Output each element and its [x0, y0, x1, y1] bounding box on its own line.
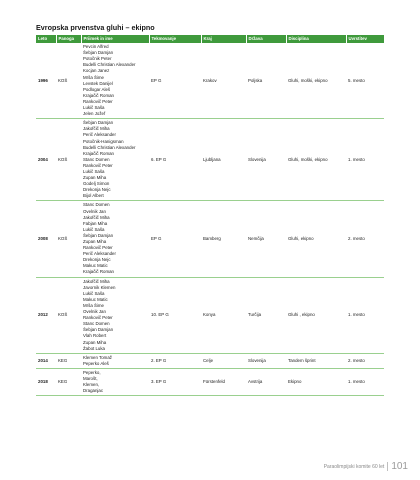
- athlete-name: Pevcin Alfred: [83, 44, 109, 50]
- athlete-name: Krajačič Roman: [83, 92, 114, 98]
- athlete-name: Bijol Albert: [83, 193, 104, 199]
- year-cell: 2004: [36, 119, 56, 201]
- event-cell: 10. EP G: [149, 277, 201, 353]
- athlete-name: Drekonja Nejc: [83, 187, 111, 193]
- column-header-country: Država: [246, 35, 286, 43]
- table-row: [36, 368, 384, 395]
- sport-cell: KOŠ: [56, 277, 81, 353]
- athlete-name: Perič Aleksander: [83, 132, 116, 138]
- athlete-name: Potočnik Peter: [83, 56, 112, 62]
- athlete-name: Drekonja Nejc: [83, 257, 111, 263]
- place-cell: Celje: [201, 353, 246, 368]
- athlete-name: Makuc Matic: [83, 263, 108, 269]
- discipline-cell: Gluhi, ekipno: [286, 201, 346, 277]
- athlete-name: Rankovič Peter: [83, 98, 113, 104]
- table-row: [36, 277, 384, 353]
- athlete-name: Draganjac: [83, 388, 104, 394]
- names-cell: [81, 43, 149, 119]
- athlete-name: Klemen,: [83, 382, 100, 388]
- athlete-name: Vlah Robert: [83, 333, 107, 339]
- footer-text: Paraolimpijski komite 60 let: [323, 463, 385, 470]
- page-title: Evropska prvenstva gluhi – ekipno: [36, 23, 155, 32]
- athlete-name: Mrša Šime: [83, 74, 104, 80]
- athlete-name: Zupan Miha: [83, 339, 107, 345]
- column-header-name: Priimek in ime: [81, 35, 149, 43]
- year-cell: 2014: [36, 353, 56, 368]
- event-cell: EP G: [149, 201, 201, 277]
- athlete-name: Šebjan Damjan: [83, 232, 114, 238]
- athlete-name: Kocjan Janez: [83, 68, 110, 74]
- year-cell: 2008: [36, 201, 56, 277]
- athlete-name: Ovelnik Jan: [83, 208, 106, 214]
- athlete-name: Budelli Christian Alexander: [83, 62, 136, 68]
- country-cell: Turčija: [246, 277, 286, 353]
- athlete-name: Perič Aleksander: [83, 251, 116, 257]
- event-cell: 3. EP G: [149, 368, 201, 395]
- athlete-name: Levstek Danijel: [83, 80, 113, 86]
- event-cell: EP G: [149, 43, 201, 119]
- column-header-event: Tekmovanje: [149, 35, 201, 43]
- athlete-name: Ovelnik Jan: [83, 309, 106, 315]
- names-cell: [81, 277, 149, 353]
- footer-divider: [387, 462, 388, 471]
- column-header-rank: Uvrstitev: [346, 35, 384, 43]
- rank-cell: 1. mesto: [346, 277, 384, 353]
- rank-cell: 5. mesto: [346, 43, 384, 119]
- discipline-cell: Gluhi, moški, ekipno: [286, 119, 346, 201]
- athlete-name: Lukič Saša: [83, 290, 105, 296]
- names-cell: [81, 353, 149, 368]
- names-cell: [81, 201, 149, 277]
- athlete-name: Stanc Domen: [83, 321, 110, 327]
- page-number: 101: [391, 461, 408, 472]
- athlete-name: Jakofčič Miha: [83, 214, 110, 220]
- athlete-name: Potočnik-Hanigsman: [83, 138, 124, 144]
- column-header-sport: Panoga: [56, 35, 81, 43]
- athlete-name: Fabjan Miha: [83, 220, 108, 226]
- athlete-name: Godelj Simon: [83, 181, 110, 187]
- event-cell: 6. EP G: [149, 119, 201, 201]
- page-footer: [324, 461, 408, 472]
- athlete-name: Šebjan Damjan: [83, 50, 114, 56]
- table-row: [36, 119, 384, 201]
- athlete-name: Lukič Saša: [83, 105, 105, 111]
- rank-cell: 2. mesto: [346, 353, 384, 368]
- athlete-name: Krajačič Roman: [83, 269, 114, 275]
- column-header-year: Leto: [36, 35, 56, 43]
- rank-cell: 1. mesto: [346, 368, 384, 395]
- athlete-name: Jelen Jožef: [83, 111, 106, 117]
- athlete-name: Zupan Miha: [83, 239, 107, 244]
- discipline-cell: Ekipno: [286, 368, 346, 395]
- discipline-cell: Gluhi, moški, ekipno: [286, 43, 346, 119]
- year-cell: 2018: [36, 368, 56, 395]
- rank-cell: 2. mesto: [346, 201, 384, 277]
- column-header-place: Kraj: [201, 35, 246, 43]
- athlete-name: Lukič Saša: [83, 226, 105, 232]
- athlete-name: Zupan Miha: [83, 175, 107, 181]
- column-header-discipline: Disciplina: [286, 35, 346, 43]
- place-cell: Konya: [201, 277, 246, 353]
- names-cell: [81, 119, 149, 201]
- place-cell: Bamberg: [201, 201, 246, 277]
- country-cell: Slovenija: [246, 353, 286, 368]
- athlete-name: Šebjan Damjan: [83, 120, 114, 126]
- results-table: [36, 35, 384, 396]
- athlete-name: Peperko Aleš: [83, 360, 109, 366]
- table-row: [36, 201, 384, 277]
- names-cell: [81, 368, 149, 395]
- athlete-name: Rankovič Peter: [83, 315, 113, 321]
- athlete-name: Stanc Domen: [83, 202, 110, 208]
- athlete-name: Žabot Luka: [83, 345, 105, 351]
- athlete-name: Budelli Christian Alexander: [83, 144, 136, 150]
- discipline-cell: Gluhi , ekipno: [286, 277, 346, 353]
- athlete-name: Peperko,: [83, 369, 101, 375]
- country-cell: Avstrija: [246, 368, 286, 395]
- athlete-name: Rankovič Peter: [83, 245, 113, 251]
- table-header-row: [36, 35, 384, 43]
- place-cell: Fürstenfeld: [201, 368, 246, 395]
- sport-cell: KEG: [56, 353, 81, 368]
- event-cell: 2. EP G: [149, 353, 201, 368]
- athlete-name: Stanc Domen: [83, 156, 110, 162]
- place-cell: Krakov: [201, 43, 246, 119]
- athlete-name: Klemen Tomaž: [83, 354, 112, 360]
- table-row: [36, 43, 384, 119]
- table-row: [36, 353, 384, 368]
- athlete-name: Lukič Saša: [83, 168, 105, 174]
- country-cell: Slovenija: [246, 119, 286, 201]
- country-cell: Nemčija: [246, 201, 286, 277]
- sport-cell: KOŠ: [56, 43, 81, 119]
- year-cell: 1996: [36, 43, 56, 119]
- athlete-name: Jakofčič Miha: [83, 126, 110, 132]
- athlete-name: Mrša Šime: [83, 302, 104, 308]
- athlete-name: Javornik Klemen: [83, 284, 116, 290]
- year-cell: 2012: [36, 277, 56, 353]
- athlete-name: Marošt,: [83, 375, 98, 381]
- athlete-name: Krajačič Roman: [83, 150, 114, 156]
- discipline-cell: Tandem šprint: [286, 353, 346, 368]
- sport-cell: KEG: [56, 368, 81, 395]
- athlete-name: Makuc Matic: [83, 296, 108, 302]
- sport-cell: KOŠ: [56, 119, 81, 201]
- athlete-name: Šebjan Damjan: [83, 327, 114, 333]
- athlete-name: Podlogar Aleš: [83, 86, 111, 92]
- athlete-name: Jakofčič Miha: [83, 278, 110, 284]
- athlete-name: Rankovič Peter: [83, 162, 113, 168]
- place-cell: Ljubljana: [201, 119, 246, 201]
- country-cell: Poljska: [246, 43, 286, 119]
- sport-cell: KOŠ: [56, 201, 81, 277]
- rank-cell: 1. mesto: [346, 119, 384, 201]
